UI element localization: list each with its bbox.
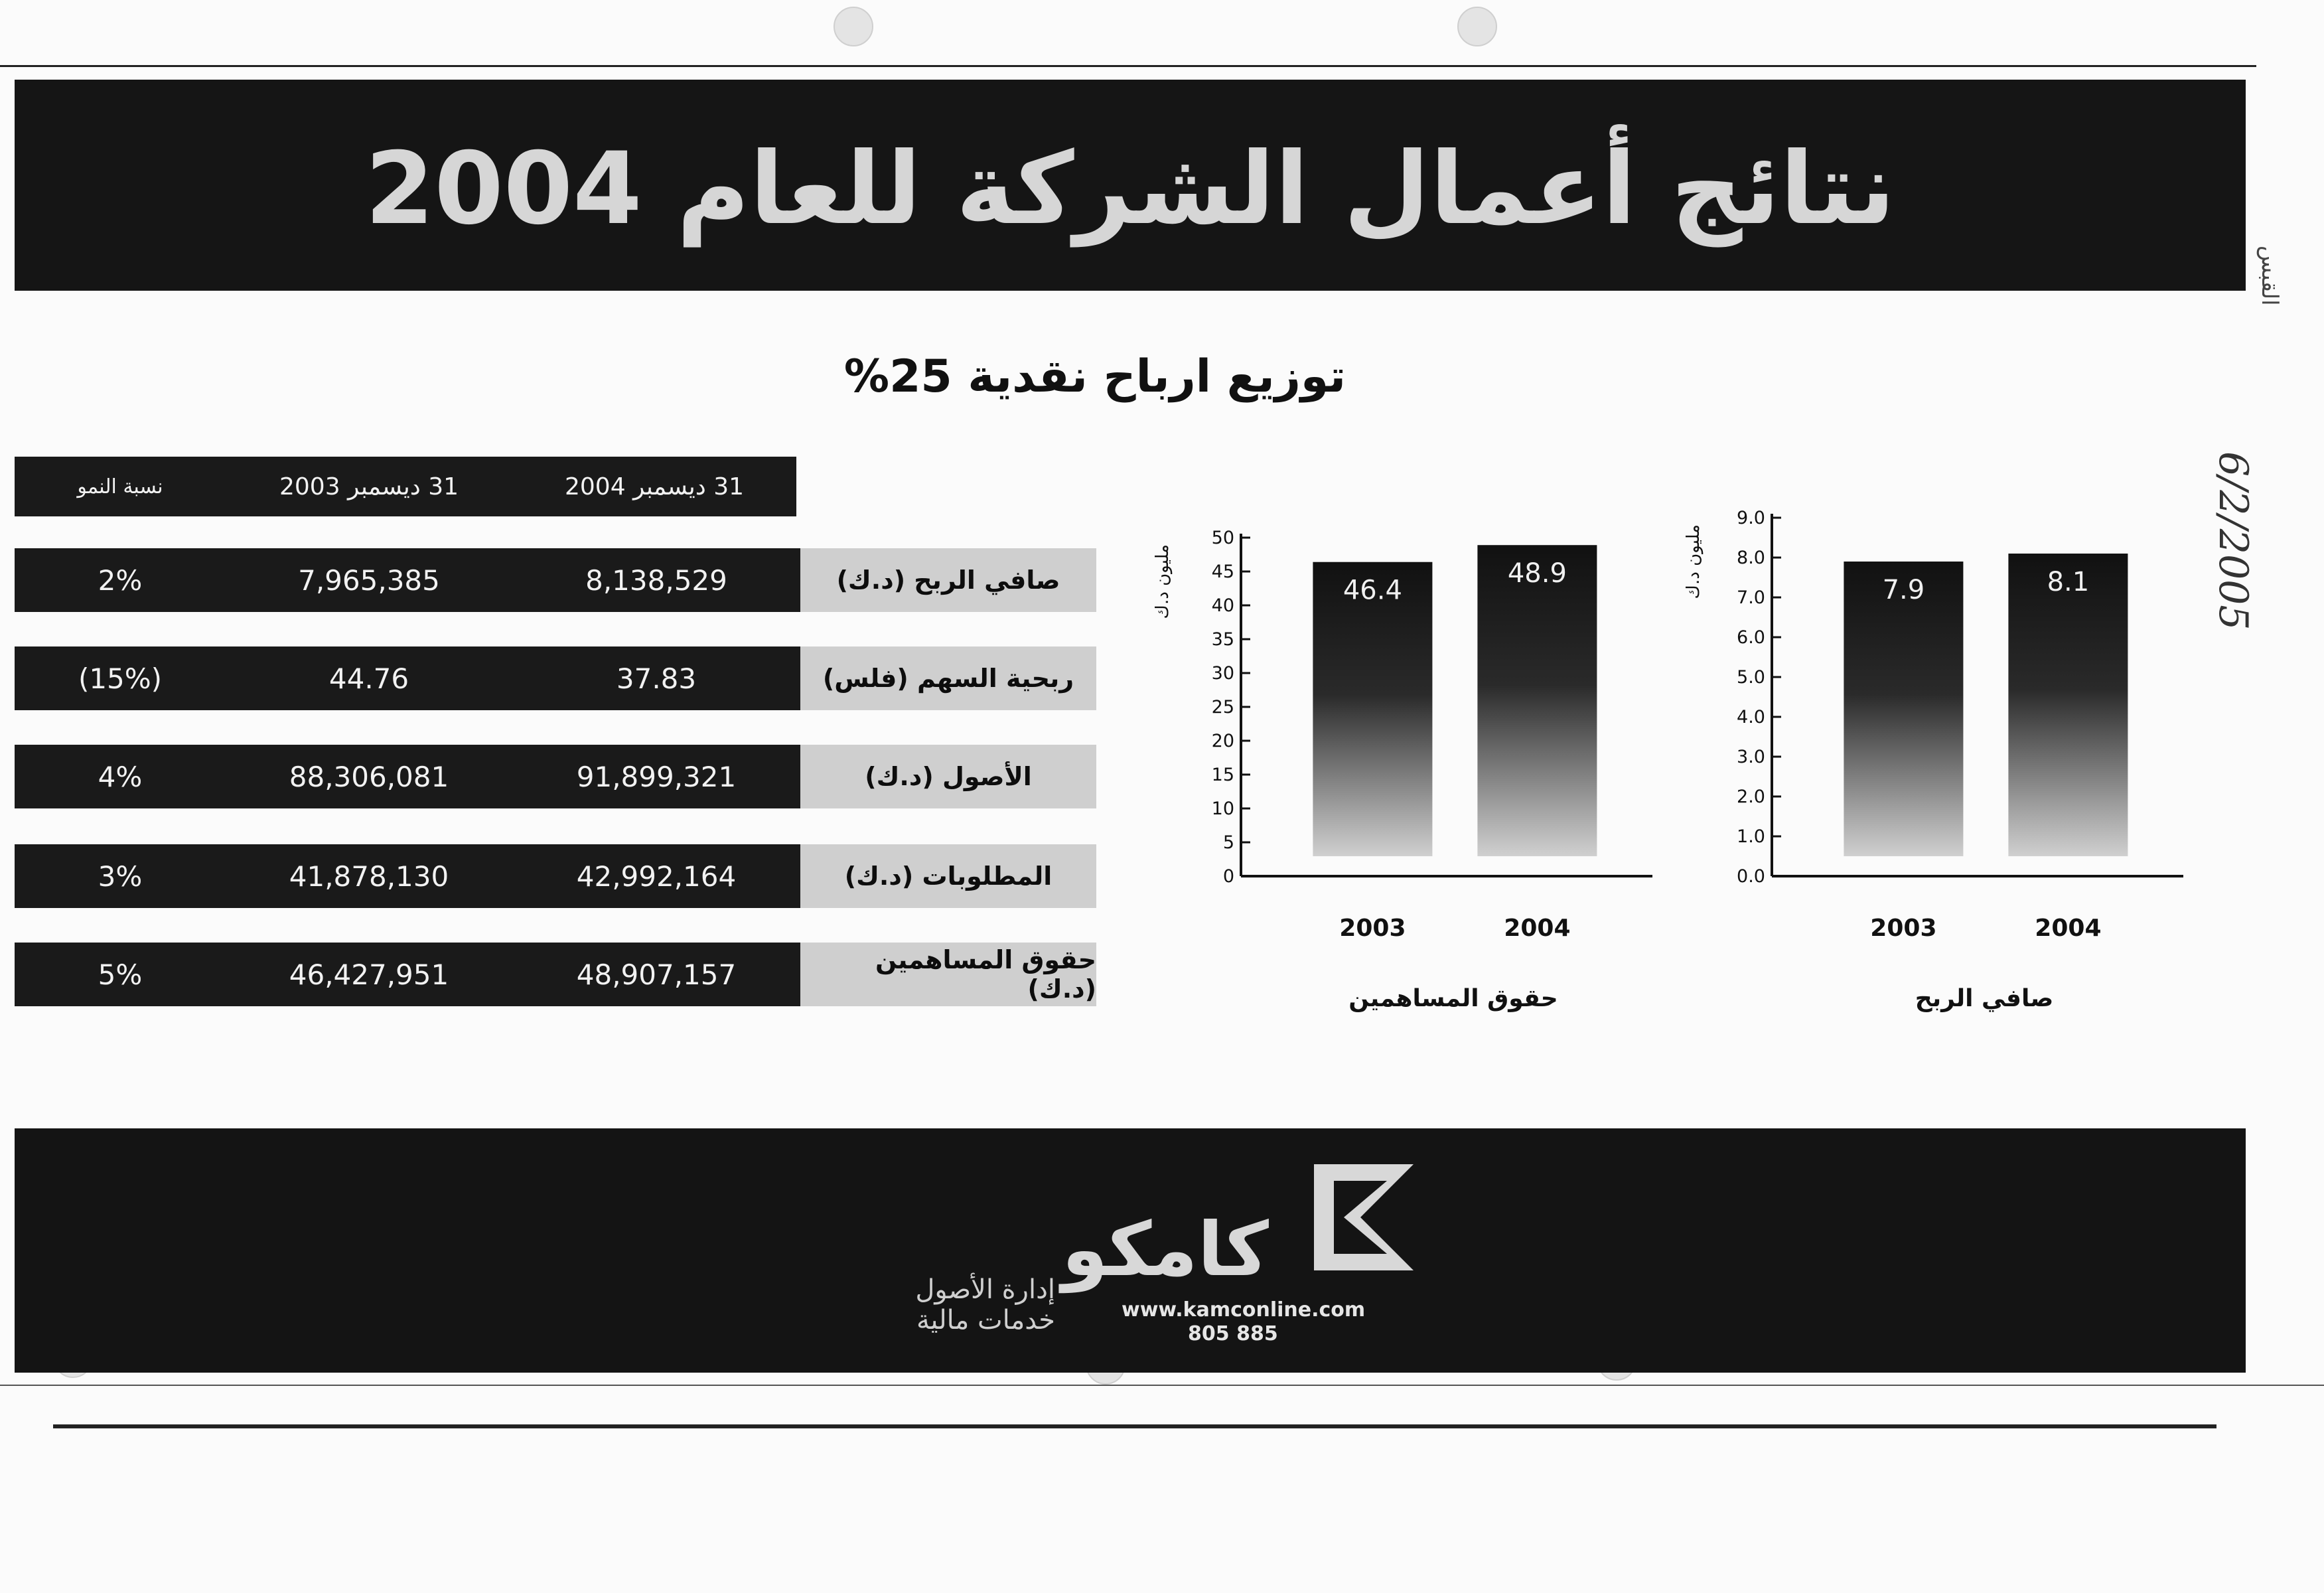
bar-2003 [1844,562,1963,856]
cell-2003: 44.76 [226,646,512,710]
bottom-rule [53,1424,2216,1428]
row-label: المطلوبات (د.ك) [800,844,1096,908]
cell-growth: 4% [15,745,226,808]
y-tick-label: 20 [1211,731,1234,751]
bar-value-label: 46.4 [1343,575,1402,606]
cell-growth: (15%) [15,646,226,710]
punch-hole-top-left [834,7,873,46]
y-tick-label: 40 [1211,595,1234,616]
punch-hole-top-right [1457,7,1497,46]
top-rule [0,65,2256,67]
cell-2004: 48,907,157 [512,943,800,1006]
bar-value-label: 7.9 [1882,575,1925,605]
row-label: صافي الربح (د.ك) [800,548,1096,612]
profit-chart-title: صافي الربح [1915,985,2054,1012]
bottom-thin-rule [0,1385,2324,1386]
y-tick-label: 45 [1211,562,1234,582]
phone-number: 805 885 [1188,1322,1278,1345]
y-tick-label: 25 [1211,697,1234,718]
y-tick-label: 6.0 [1737,627,1765,648]
header-col-2003: 31 ديسمبر 2003 [226,457,512,516]
y-tick-label: 0 [1222,866,1234,887]
bar-2003 [1313,562,1432,856]
row-label: ربحية السهم (فلس) [800,646,1096,710]
y-tick-label: 50 [1211,528,1234,548]
y-tick-label: 8.0 [1737,548,1765,568]
y-tick-label: 3.0 [1737,747,1765,767]
bar-value-label: 8.1 [2047,567,2090,597]
cell-2003: 7,965,385 [226,548,512,612]
row-label: حقوق المساهمين (د.ك) [800,943,1096,1006]
x-category-label: 2004 [2035,915,2102,942]
y-tick-label: 0.0 [1737,866,1765,887]
y-tick-label: 5.0 [1737,667,1765,688]
cell-2004: 42,992,164 [512,844,800,908]
row-label: الأصول (د.ك) [800,745,1096,808]
footer-asset-management: إدارة الأصول [915,1274,1055,1305]
y-unit-label: مليون د.ك [1153,544,1173,619]
y-tick-label: 7.0 [1737,587,1765,608]
bar-value-label: 48.9 [1507,558,1567,589]
y-tick-label: 5 [1222,832,1234,853]
dividend-subtitle: توزيع ارباح نقدية 25% [843,350,1346,403]
cell-growth: 2% [15,548,226,612]
kamco-logo-icon [1314,1164,1414,1270]
cell-2003: 41,878,130 [226,844,512,908]
newspaper-name: القبس [2256,246,2283,306]
y-tick-label: 9.0 [1737,508,1765,528]
x-category-label: 2004 [1504,915,1571,942]
y-tick-label: 15 [1211,765,1234,785]
y-tick-label: 1.0 [1737,826,1765,847]
page-title: نتائج أعمال الشركة للعام 2004 [365,131,1895,247]
equity-bar-chart [1153,518,1672,956]
x-category-label: 2003 [1870,915,1937,942]
header-col-2004: 31 ديسمبر 2004 [512,457,796,516]
cell-2003: 46,427,951 [226,943,512,1006]
y-tick-label: 35 [1211,629,1234,650]
footer-financial-services: خدمات مالية [916,1305,1055,1335]
bar-2004 [1477,545,1597,856]
kamco-logo-text: كامكو [1062,1207,1269,1293]
y-tick-label: 30 [1211,663,1234,684]
cell-growth: 3% [15,844,226,908]
cell-2003: 88,306,081 [226,745,512,808]
website-url: www.kamconline.com [1122,1298,1366,1322]
y-tick-label: 2.0 [1737,787,1765,807]
cell-2004: 91,899,321 [512,745,800,808]
y-tick-label: 10 [1211,798,1234,819]
cell-2004: 37.83 [512,646,800,710]
y-tick-label: 4.0 [1737,707,1765,727]
cell-2004: 8,138,529 [512,548,800,612]
profit-bar-chart [1684,478,2203,956]
x-category-label: 2003 [1339,915,1406,942]
equity-chart-title: حقوق المساهمين [1348,985,1558,1012]
y-unit-label: مليون د.ك [1684,524,1704,599]
bar-2004 [2008,554,2128,856]
header-band [15,80,2246,291]
cell-growth: 5% [15,943,226,1006]
header-col-growth: نسبة النمو [15,457,226,516]
handwritten-date: 6/2/2005 [2210,451,2256,631]
